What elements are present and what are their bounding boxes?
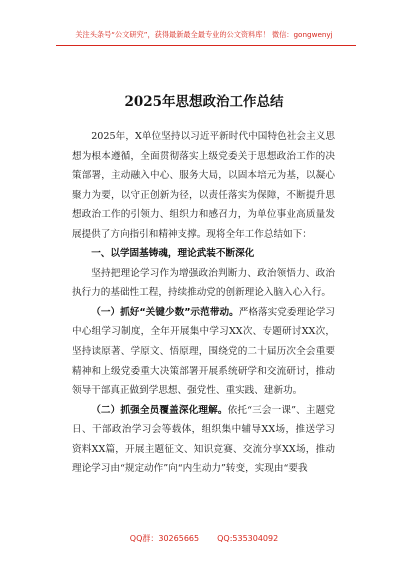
item-text-2: 依托“三会一课”、主题党日、干部政治学习会等载体，组织集中辅导XX场，推送学习资料XX篇，开展主题征文、知识竞赛、交流分享XX场，推动理论学习由“规定动作”向“内生动力”转变，实现由“要我 xyxy=(72,404,336,475)
item-paragraph-2 xyxy=(72,401,335,479)
section-heading: 一、以学固基铸魂，理论武装不断深化 xyxy=(91,248,255,260)
document-title: 2025年思想政治工作总结 xyxy=(124,94,284,110)
item-paragraph-1 xyxy=(72,303,335,401)
qq-number: QQ:535304092 xyxy=(217,534,279,543)
header-divider xyxy=(56,45,356,46)
footer-contact xyxy=(0,533,408,544)
intro-paragraph: 2025年，X单位坚持以习近平新时代中国特色社会主义思想为根本遵循，全面贯彻落实上级党委关于思想政治工作的决策部署，主动融入中心、服务大局，以固本培元为基，以凝心聚力为要，以守正创新为径，以责任落实为保障，不断提升思想政治工作的引领力、组织力和感召力，为单位事业高质量发展提供了方向指引和精神支撑。现将全年工作总结如下： xyxy=(72,131,335,240)
item-lead-1: （一）抓好“关键少数”示范带动。 xyxy=(91,306,239,318)
item-lead-2: （二）抓强全员覆盖深化理解。 xyxy=(91,404,228,416)
header-notice: 关注头条号“公文研究”，获得最新最全最专业的公文资料库！ 微信：gongwenyj xyxy=(75,30,333,39)
qq-group: QQ群：30265665 xyxy=(129,534,200,543)
section-intro-paragraph: 坚持把理论学习作为增强政治判断力、政治领悟力、政治执行力的基础性工程，持续推动党的创新理论入脑入心入行。 xyxy=(72,267,335,299)
document-body xyxy=(72,127,335,479)
item-text-1: 严格落实党委理论学习中心组学习制度，全年开展集中学习XX次、专题研讨XX次，坚持读原著、学原文、悟原理，围绕党的二十届历次全会重要精神和上级党委重大决策部署开展系统研学和交流研讨，推动领导干部真正做到学思想、强党性、重实践、建新功。 xyxy=(72,306,335,397)
